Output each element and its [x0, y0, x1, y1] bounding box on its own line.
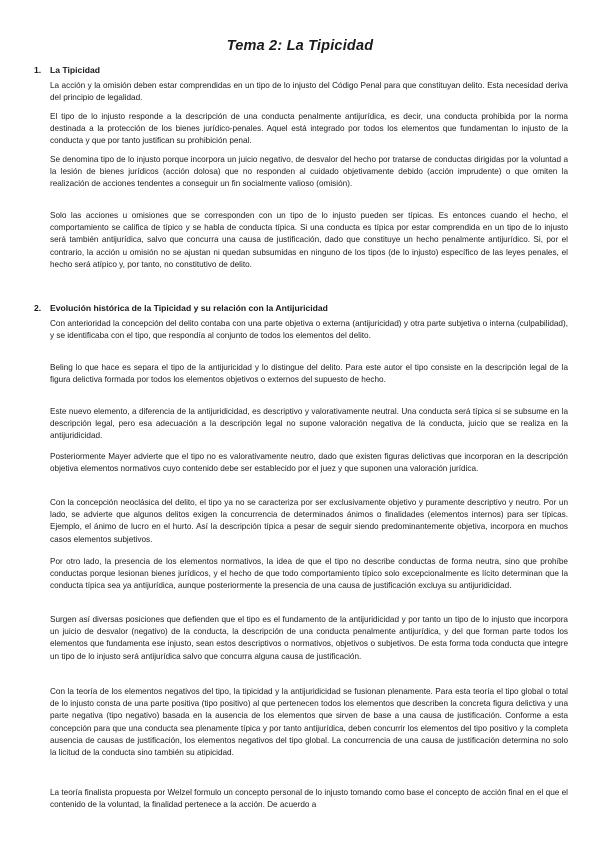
paragraph: La acción y la omisión deben estar comprendidas en un tipo de lo injusto del Código Penal para que constituyan delito. Esta necesidad deriva del principio de legalidad.	[50, 81, 568, 103]
paragraph: La teoría finalista propuesta por Welzel formulo un concepto personal de lo injusto tomando como base el concepto de acción final en el que el contenido de la voluntad, la finalidad pertenece a la acción. De acuerdo a	[50, 788, 568, 810]
paragraph: Surgen así diversas posiciones que defienden que el tipo es el fundamento de la antijuridicidad y por tanto un tipo de lo injusto que incorpora un juicio de desvalor (negativo) de la conducta, la descripción de una conducta penalmente antijurídica, y del que forman parte todos los elementos que fundamenta ese injusto, sean estos descriptivos o normativos, objetivos o subjetivos. De esta forma toda conducta que integre un tipo de lo injusto será antijurídica salvo que concurra alguna causa de justificación.	[50, 615, 568, 661]
paragraph: Con la concepción neoclásica del delito, el tipo ya no se caracteriza por ser exclusivamente objetivo y puramente descriptivo y neutro. Por un lado, se advierte que algunos delitos exigen la concurrencia de determinados ánimos o finalidades (elementos internos) para ser típicas. Ejemplo, el ánimo de lucro en el hurto. Así la descripción típica a pesar de seguir siendo predominantemente objetiva, incorpora en muchos casos elementos subjetivos.	[50, 498, 568, 544]
paragraph: El tipo de lo injusto responde a la descripción de una conducta penalmente antijurídica, es decir, una conducta prohibida por la norma destinada a la protección de los bienes jurídico-penales. Aquel está integrado por todos los elementos que fundamentan lo injusto de la conducta y que por tanto justifican su prohibición penal.	[50, 112, 568, 146]
paragraph: Beling lo que hace es separa el tipo de la antijuricidad y lo distingue del delito. Para este autor el tipo consiste en la descripción legal de la figura delictiva formada por todos los elementos objetivos o externos del supuesto de hecho.	[50, 363, 568, 385]
paragraph: Con la teoría de los elementos negativos del tipo, la tipicidad y la antijuridicidad se fusionan plenamente. Para esta teoría el tipo global o total de lo injusto consta de una parte positiva (tipo positivo) al que pertenecen todos los elementos que describen la concreta figura delictiva y una parte negativa (tipo negativo) basada en la ausencia de los elementos que sirven de base a una causa de justificación. Conforme a esta concepción para que una conducta sea plenamente típica y por tanto antijurídica, deben concurrir los elementos del tipo positivo y la completa ausencia de causas de justificación, los elementos negativos del tipo global. La concurrencia de una causa de justificación determina no solo la licitud de la conducta sino también su atipicidad.	[50, 687, 568, 758]
section-heading-1	[34, 65, 574, 76]
section-title: La Tipicidad	[50, 65, 100, 75]
section-number: 1.	[34, 65, 42, 75]
document-title: Tema 2: La Tipicidad	[226, 38, 374, 54]
paragraph: Este nuevo elemento, a diferencia de la antijuridicidad, es descriptivo y valorativamente neutral. Una conducta será típica si se subsume en la descripción legal, pero esa adecuación a la descripción legal no supone valoración negativa de la conducta, juicio que se realiza en la antijuridicidad.	[50, 407, 568, 441]
section-number: 2.	[34, 303, 42, 313]
section-title: Evolución histórica de la Tipicidad y su relación con la Antijuricidad	[50, 303, 328, 313]
section-heading-2	[34, 303, 574, 314]
paragraph: Por otro lado, la presencia de los elementos normativos, la idea de que el tipo no describe conductas de forma neutra, sino que prohíbe conductas porque lesionan bienes jurídicos, y el hecho de que todo comportamiento típico solo excepcionalmente es lícito determinan que la conducta típica sea ya antijurídica, aunque posteriormente la presencia de una causa de justificación excluya su antijuridicidad.	[50, 557, 568, 591]
paragraph: Con anterioridad la concepción del delito contaba con una parte objetiva o externa (antijuricidad) y otra parte subjetiva o interna (culpabilidad), y se identificaba con el tipo, que respondía al conjunto de todos los elementos del delito.	[50, 319, 568, 341]
paragraph: Se denomina tipo de lo injusto porque incorpora un juicio negativo, de desvalor del hecho por tratarse de conductas dirigidas por la voluntad a la lesión de bienes jurídicos (acción dolosa) que no responden al cuidado objetivamente debido (acción imprudente) o que omiten la realización de acciones tendentes a conseguir un fin socialmente valioso (omisión).	[50, 155, 568, 189]
paragraph: Posteriormente Mayer advierte que el tipo no es valorativamente neutro, dado que existen figuras delictivas que incorporan en la descripción objetiva elementos normativos cuyo contenido debe ser establecido por el juez y que suponen una valoración jurídica.	[50, 452, 568, 474]
paragraph: Solo las acciones u omisiones que se corresponden con un tipo de lo injusto pueden ser típicas. Es entonces cuando el hecho, el comportamiento se califica de típico y se habla de conducta típica. Si una conducta es típica por estar comprendida en un tipo de lo injusto será también antijurídica, salvo que concurra una causa de justificación, dado que constituye un hecho penalmente antijurídico. Si, por el contrario, la acción u omisión no se ajustan ni quedan subsumidas en ninguno de los tipos (de lo injusto) específico de las leyes penales, el hecho será atípico y, por tanto, no constitutivo de delito.	[50, 211, 568, 269]
